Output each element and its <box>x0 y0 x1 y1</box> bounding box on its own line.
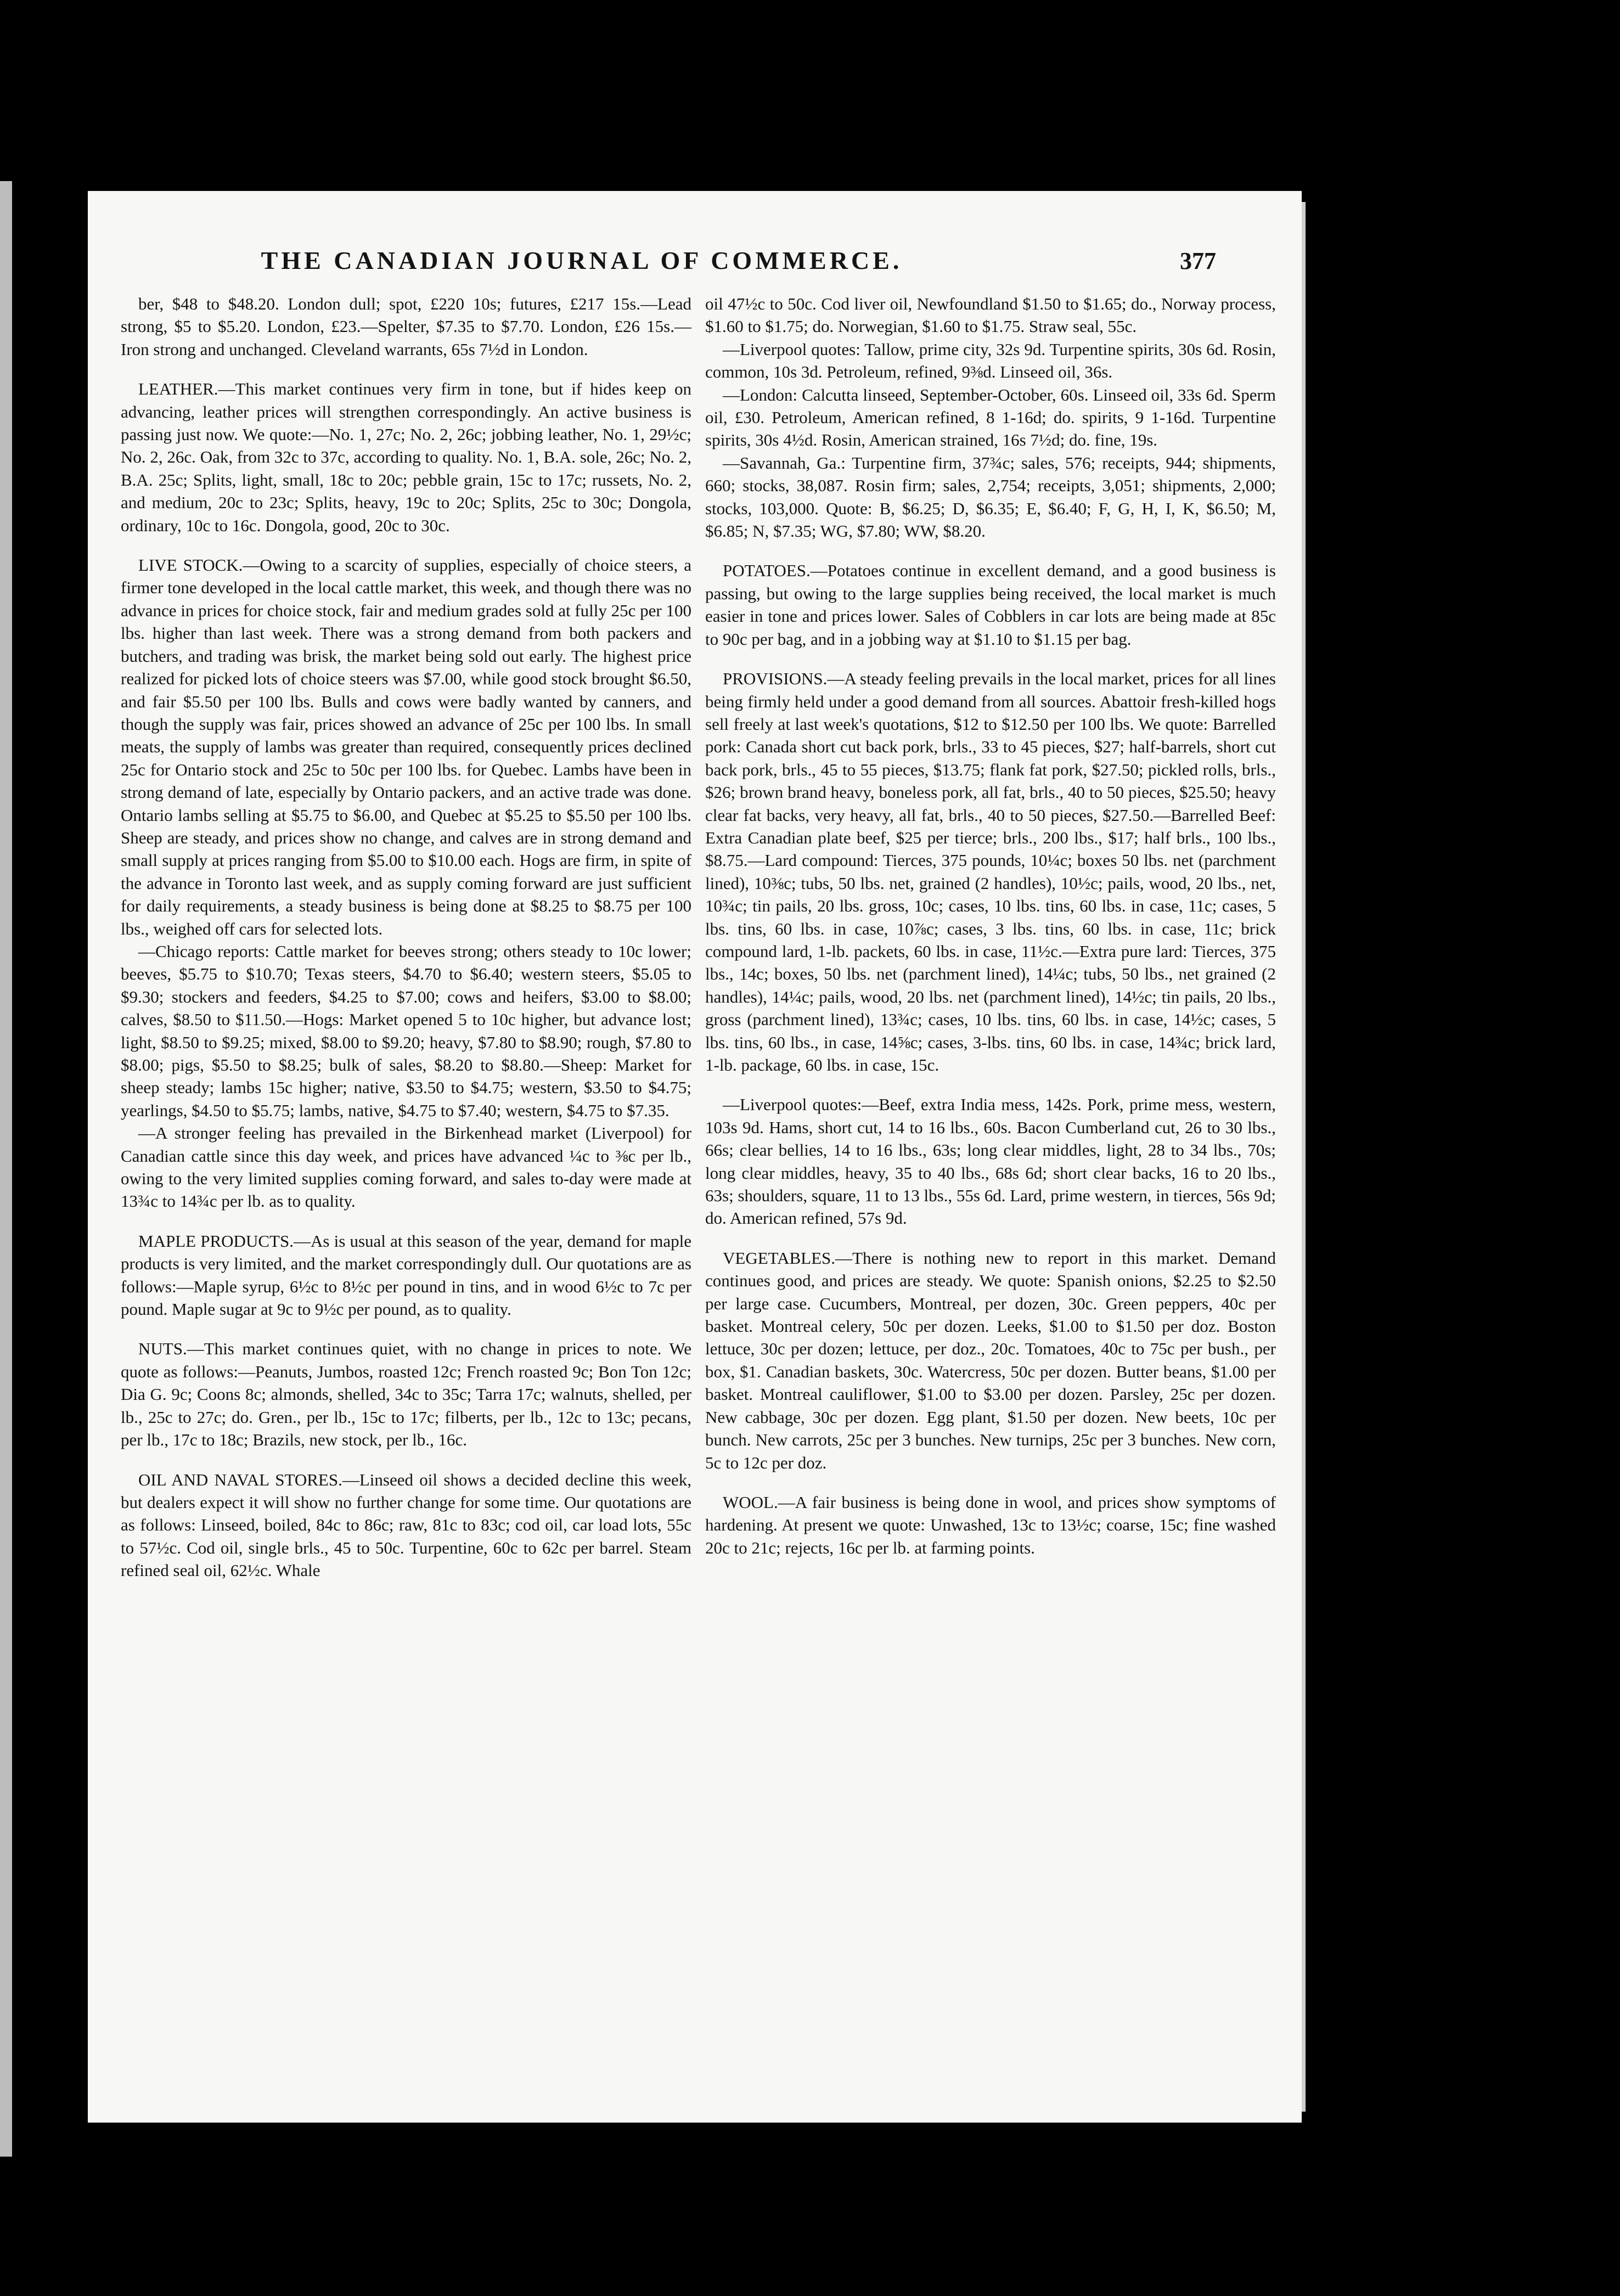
right-column <box>705 292 1276 1576</box>
paragraph-leather: LEATHER.—This market continues very firm in tone, but if hides keep on advancing, leather prices will strengthen correspondingly. An active business is passing just now. We quote:—No. 1, 27c; No. 2, 26c; jobbing leather, No. 1, 29½c; No. 2, 26c. Oak, from 32c to 37c, according to quality. No. 1, B.A. sole, 26c; No. 2, B.A. 25c; Splits, light, small, 18c to 20c; pebble grain, 15c to 17c; russets, No. 2, and medium, 20c to 23c; Splits, heavy, 19c to 20c; Splits, 25c to 30c; Dongola, ordinary, 10c to 16c. Dongola, good, 20c to 30c. <box>121 379 691 535</box>
paragraph-vegetables: VEGETABLES.—There is nothing new to report in this market. Demand continues good, and prices are steady. We quote: Spanish onions, $2.25 to $2.50 per large case. Cucumbers, Montreal, per dozen, 30c. Green peppers, 40c per basket. Montreal celery, 50c per dozen. Leeks, $1.00 to $1.50 per doz. Boston lettuce, 30c per dozen; lettuce, per doz., 20c. Tomatoes, 40c to 75c per bush., per box, $1. Canadian baskets, 30c. Watercress, 50c per dozen. Butter beans, $1.00 per basket. Montreal cauliflower, $1.00 to $3.00 per dozen. Parsley, 25c per dozen. New cabbage, 30c per dozen. Egg plant, $1.50 per dozen. New beets, 10c per bunch. New carrots, 25c per 3 bunches. New turnips, 25c per 3 bunches. New corn, 5c to 12c per doz. <box>705 1248 1276 1472</box>
paragraph-chicago-reports: —Chicago reports: Cattle market for beeves strong; others steady to 10c lower; beeves, $5.75 to $10.70; Texas steers, $4.70 to $6.40; western steers, $5.05 to $9.30; stockers and feeders, $4.25 to $7.00; cows and heifers, $3.00 to $8.00; calves, $8.50 to $11.50.—Hogs: Market opened 5 to 10c higher, but advance lost; light, $8.50 to $9.25; mixed, $8.00 to $9.20; heavy, $7.80 to $8.90; rough, $7.80 to $8.00; pigs, $5.50 to $8.25; bulk of sales, $8.20 to $8.80.—Sheep: Market for sheep steady; lambs 15c higher; native, $3.50 to $4.75; western, $3.50 to $4.75; yearlings, $4.50 to $5.75; lambs, native, $4.75 to $7.40; western, $4.75 to $7.35. <box>121 941 691 1120</box>
paragraph-metals-continued: ber, $48 to $48.20. London dull; spot, £220 10s; futures, £217 15s.—Lead strong, $5 to $5.20. London, £23.—Spelter, $7.35 to $7.70. London, £26 15s.—Iron strong and unchanged. Cleveland warrants, 65s 7½d in London. <box>121 294 691 359</box>
left-column <box>121 292 691 1582</box>
paragraph-wool: WOOL.—A fair business is being done in wool, and prices show symptoms of hardening. At present we quote: Unwashed, 13c to 13½c; coarse, 15c; fine washed 20c to 21c; rejects, 16c per lb. at farming points. <box>705 1492 1276 1557</box>
paragraph-birkenhead: —A stronger feeling has prevailed in the Birkenhead market (Liverpool) for Canadian cattle since this day week, and prices have advanced ¼c to ⅜c per lb., owing to the very limited supplies coming forward, and sales to-day were made at 13¾c to 14¾c per lb. as to quality. <box>121 1123 691 1211</box>
paragraph-liverpool-oils: —Liverpool quotes: Tallow, prime city, 32s 9d. Turpentine spirits, 30s 6d. Rosin, common, 10s 3d. Petroleum, refined, 9⅜d. Linseed oil, 36s. <box>705 339 1276 382</box>
paragraph-london-oils: —London: Calcutta linseed, September-October, 60s. Linseed oil, 33s 6d. Sperm oil, £30. Petroleum, American refined, 8 1-16d; do. spirits, 9 1-16d. Turpentine spirits, 30s 4½d. Rosin, American strained, 16s 7½d; do. fine, 19s. <box>705 385 1276 450</box>
journal-title: THE CANADIAN JOURNAL OF COMMERCE. <box>261 246 903 274</box>
paragraph-oil-continued: oil 47½c to 50c. Cod liver oil, Newfoundland $1.50 to $1.65; do., Norway process, $1.60 to $1.75; do. Norwegian, $1.60 to $1.75. Straw seal, 55c. <box>705 294 1276 336</box>
journal-page <box>88 191 1302 2123</box>
paragraph-provisions: PROVISIONS.—A steady feeling prevails in the local market, prices for all lines being firmly held under a good demand from all sources. Abattoir fresh-killed hogs sell freely at last week's quotations, $12 to $12.50 per 100 lbs. We quote: Barrelled pork: Canada short cut back pork, brls., 33 to 45 pieces, $27; half-barrels, short cut back pork, brls., 45 to 55 pieces, $13.75; flank fat pork, $27.50; pickled rolls, brls., $26; brown brand heavy, boneless pork, all fat, brls., 40 to 50 pieces, $25.50; heavy clear fat backs, very heavy, all fat, brls., 40 to 50 pieces, $27.50.—Barrelled Beef: Extra Canadian plate beef, $25 per tierce; brls., 200 lbs., $17; half brls., 100 lbs., $8.75.—Lard compound: Tierces, 375 pounds, 10¼c; boxes 50 lbs. net (parchment lined), 10⅜c; tubs, 50 lbs. net, grained (2 handles), 10½c; pails, wood, 20 lbs., net, 10¾c; tin pails, 20 lbs. gross, 10c; cases, 10 lbs. tins, 60 lbs. in case, 11c; cases, 5 lbs. tins, 60 lbs. in case, 10⅞c; cases, 3 lbs. tins, 60 lbs. in case, 11c; brick compound lard, 1-lb. packets, 60 lbs. in case, 11½c.—Extra pure lard: Tierces, 375 lbs., 14c; boxes, 50 lbs. net (parchment lined), 14¼c; tubs, 50 lbs., net grained (2 handles), 14¼c; pails, wood, 20 lbs. net (parchment lined), 14½c; tin pails, 20 lbs., gross (parchment lined), 13¾c; cases, 10 lbs. tins, 60 lbs. in case, 14½c; cases, 5 lbs. tins, 60 lbs., in case, 14⅝c; cases, 3-lbs. tins, 60 lbs. in case, 14¾c; brick lard, 1-lb. package, 60 lbs. in case, 15c. <box>705 669 1276 1074</box>
paragraph-maple-products: MAPLE PRODUCTS.—As is usual at this season of the year, demand for maple products is very limited, and the market correspondingly dull. Our quotations are as follows:—Maple syrup, 6½c to 8½c per pound in tins, and in wood 6½c to 7c per pound. Maple sugar at 9c to 9½c per pound, as to quality. <box>121 1231 691 1319</box>
page-number: 377 <box>1180 247 1216 274</box>
paragraph-nuts: NUTS.—This market continues quiet, with no change in prices to note. We quote as follows:—Peanuts, Jumbos, roasted 12c; French roasted 9c; Bon Ton 12c; Dia G. 9c; Coons 8c; almonds, shelled, 34c to 35c; Tarra 17c; walnuts, shelled, per lb., 25c to 27c; do. Gren., per lb., 15c to 17c; filberts, per lb., 12c to 13c; pecans, per lb., 17c to 18c; Brazils, new stock, per lb., 16c. <box>121 1339 691 1450</box>
paragraph-potatoes: POTATOES.—Potatoes continue in excellent demand, and a good business is passing, but owing to the large supplies being received, the local market is much easier in tone and prices lower. Sales of Cobblers in car lots are being made at 85c to 90c per bag, and in a jobbing way at $1.10 to $1.15 per bag. <box>705 561 1276 649</box>
paragraph-oil-naval-stores: OIL AND NAVAL STORES.—Linseed oil shows a decided decline this week, but dealers expect it will show no further change for some time. Our quotations are as follows: Linseed, boiled, 84c to 86c; raw, 81c to 83c; cod oil, car load lots, 55c to 57½c. Cod oil, single brls., 45 to 50c. Turpentine, 60c to 62c per barrel. Steam refined seal oil, 62½c. Whale <box>121 1470 691 1580</box>
paragraph-live-stock: LIVE STOCK.—Owing to a scarcity of supplies, especially of choice steers, a firmer tone developed in the local cattle market, this week, and though there was no advance in prices for choice stock, fair and medium grades sold at fully 25c per 100 lbs. higher than last week. There was a strong demand from both packers and butchers, and trading was brisk, the market being sold out early. The highest price realized for picked lots of choice steers was $7.00, while good stock brought $6.50, and fair $5.50 per 100 lbs. Bulls and cows were badly wanted by canners, and though the supply was fair, prices showed an advance of 25c per 100 lbs. In small meats, the supply of lambs was greater than required, consequently prices declined 25c for Ontario stock and 25c to 50c per 100 lbs. for Quebec. Lambs have been in strong demand of late, especially by Ontario packers, and an active trade was done. Ontario lambs selling at $5.75 to $6.00, and Quebec at $5.25 to $5.50 per 100 lbs. Sheep are steady, and prices show no change, and calves are in strong demand and small supply at prices ranging from $5.00 to $10.00 each. Hogs are firm, in spite of the advance in Toronto last week, and as supply coming forward are just sufficient for daily requirements, a steady business is being done at $8.25 to $8.75 per 100 lbs., weighed off cars for selected lots. <box>121 555 691 938</box>
paragraph-savannah: —Savannah, Ga.: Turpentine firm, 37¾c; sales, 576; receipts, 944; shipments, 660; stocks, 38,087. Rosin firm; sales, 2,754; receipts, 3,051; shipments, 2,000; stocks, 103,000. Quote: B, $6.25; D, $6.35; E, $6.40; F, G, H, I, K, $6.50; M, $6.85; N, $7.35; WG, $7.80; WW, $8.20. <box>705 453 1276 541</box>
paragraph-liverpool-provisions: —Liverpool quotes:—Beef, extra India mess, 142s. Pork, prime mess, western, 103s 9d. Hams, short cut, 14 to 16 lbs., 60s. Bacon Cumberland cut, 26 to 30 lbs., 66s; clear bellies, 14 to 16 lbs., 63s; long clear middles, light, 28 to 34 lbs., 70s; long clear middles, heavy, 35 to 40 lbs., 68s 6d; short clear backs, 16 to 20 lbs., 63s; shoulders, square, 11 to 13 lbs., 55s 6d. Lard, prime western, in tierces, 56s 9d; do. American refined, 57s 9d. <box>705 1095 1276 1228</box>
adjacent-page-edge <box>0 181 12 2157</box>
page-header <box>88 246 1302 279</box>
